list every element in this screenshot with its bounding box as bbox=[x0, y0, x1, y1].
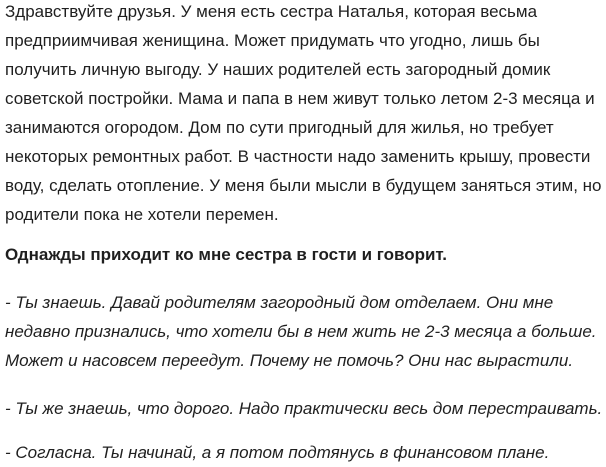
paragraph-bold-lead: Однажды приходит ко мне сестра в гости и говорит. bbox=[5, 245, 447, 264]
text-line: недавно признались, что хотели бы в нем жить не 2-3 месяца а больше. bbox=[5, 322, 597, 341]
text-line: некоторых ремонтных работ. В частности надо заменить крышу, провести bbox=[5, 147, 591, 166]
paragraph-dialogue-2: - Ты же знаешь, что дорого. Надо практически весь дом перестраивать. bbox=[5, 399, 603, 418]
text-line: родители пока не хотели перемен. bbox=[5, 205, 279, 224]
text-line: занимаются огородом. Дом по сути пригодный для жилья, но требует bbox=[5, 118, 554, 137]
text-line: советской постройки. Мама и папа в нем живут только летом 2-3 месяца и bbox=[5, 89, 595, 108]
text-line: воду, сделать отопление. У меня были мысли в будущем заняться этим, но bbox=[5, 176, 602, 195]
paragraph-dialogue-3: - Согласна. Ты начинай, а я потом подтянусь в финансовом плане. bbox=[5, 443, 550, 462]
text-line: - Ты знаешь. Давай родителям загородный дом отделаем. Они мне bbox=[5, 293, 554, 312]
paragraph-dialogue-1 bbox=[5, 288, 597, 375]
text-line: Может и насовсем переедут. Почему не помочь? Они нас вырастили. bbox=[5, 351, 574, 370]
text-line: предприимчивая женищина. Может придумать что угодно, лишь бы bbox=[5, 31, 540, 50]
text-line: Здравствуйте друзья. У меня есть сестра Наталья, которая весьма bbox=[5, 2, 538, 21]
paragraph-intro bbox=[5, 0, 602, 229]
text-line: получить личную выгоду. У наших родителей есть загородный домик bbox=[5, 60, 551, 79]
